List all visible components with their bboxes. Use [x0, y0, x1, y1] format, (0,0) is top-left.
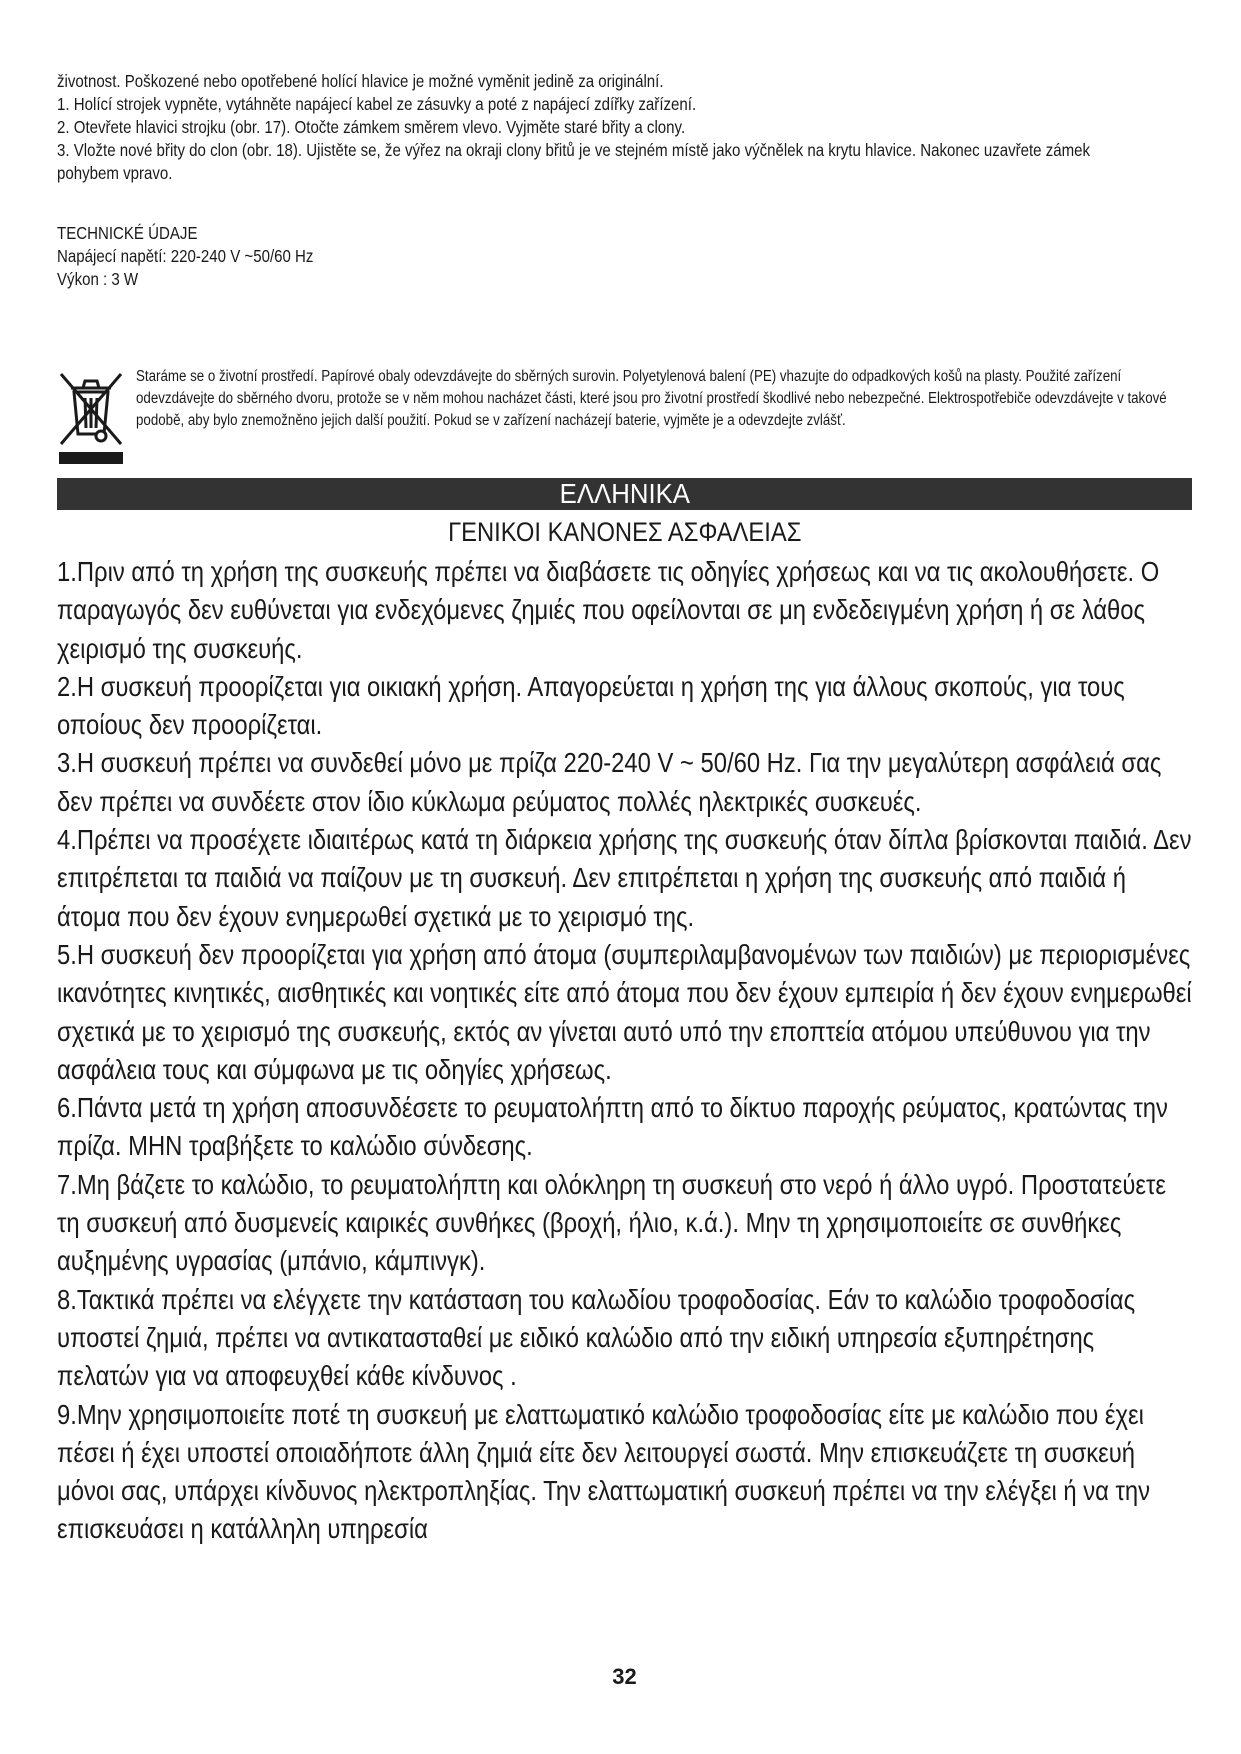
czech-paragraph: 3. Vložte nové břity do clon (obr. 18). Ujistěte se, že výřez na okraji clony břitů je ve stejném místě jako výčnělek na krytu hlavice. Nakonec uzavřete zámek pohybem vpravo. [57, 140, 1091, 183]
tech-heading: TECHNICKÉ ÚDAJE [57, 223, 198, 243]
section-title [57, 514, 1192, 550]
language-banner-label: ΕΛΛΗΝΙΚΑ [559, 478, 690, 509]
crossed-out-wheelie-bin-icon [57, 370, 125, 466]
safety-rules [57, 553, 1192, 1549]
rule-item: 1.Πριν από τη χρήση της συσκευής πρέπει να διαβάσετε τις οδηγίες χρήσεως και να τις ακολουθήσετε. Ο παραγωγός δεν ευθύνεται για ενδεχόμενες ζημιές που οφείλονται σε μη ενδεδειγμένη χρήση ή σε λάθος χειρισμό της συσκευής. [57, 556, 1160, 664]
environment-paragraph: Staráme se o životní prostředí. Papírové obaly odevzdávejte do sběrných surovin. Polyetylenová balení (PE) vhazujte do odpadkových košů na plasty. Použité zařízení odevzdávejte do sběrného dvoru, protože se v něm mohou nacházet části, které jsou pro životní prostředí škodlivé nebo nebezpečné. Elektrospotřebiče odevzdávejte v takové podobě, aby bylo znemožněno jejich další použití. Pokud se v zařízení nacházejí baterie, vyjměte je a odevzdejte zvlášť. [136, 368, 1167, 429]
rule-item: 2.Η συσκευή προορίζεται για οικιακή χρήση. Απαγορεύεται η χρήση της για άλλους σκοπούς, για τους οποίους δεν προορίζεται. [57, 670, 1125, 741]
czech-paragraph: 1. Holící strojek vypněte, vytáhněte napájecí kabel ze zásuvky a poté z napájecí zdířky zařízení. [57, 94, 697, 114]
technical-data [57, 222, 313, 291]
environment-notice [57, 366, 1192, 476]
language-banner [57, 478, 1192, 510]
rule-item: 5.Η συσκευή δεν προορίζεται για χρήση από άτομα (συμπεριλαμβανομένων των παιδιών) με περιορισμένες ικανότητες κινητικές, αισθητικές και νοητικές είτε από άτομα που δεν έχουν εμπειρία ή δεν έχουν ενημερωθεί σχετικά με το χειρισμό της συσκευής, εκτός αν γίνεται αυτό υπό την εποπτεία ατόμου υπεύθυνου για την ασφάλεια τους και σύμφωνα με τις οδηγίες χρήσεως. [57, 938, 1192, 1085]
section-title-text: ΓΕΝΙΚΟΙ ΚΑΝΟΝΕΣ ΑΣΦΑΛΕΙΑΣ [447, 517, 802, 547]
rule-item: 8.Τακτικά πρέπει να ελέγχετε την κατάσταση του καλωδίου τροφοδοσίας. Εάν το καλώδιο τροφοδοσίας υποστεί ζημιά, πρέπει να αντικατασταθεί με ειδικό καλώδιο από την ειδική υπηρεσία εξυπηρέτησης πελατών για να αποφευχθεί κάθε κίνδυνος . [57, 1283, 1136, 1392]
rule-item: 7.Μη βάζετε το καλώδιο, το ρευματολήπτη και ολόκληρη τη συσκευή στο νερό ή άλλο υγρό. Προστατεύετε τη συσκευή από δυσμενείς καιρικές συνθήκες (βροχή, ήλιο, κ.ά.). Μην τη χρησιμοποιείτε σε συνθήκες αυξημένης υγρασίας (μπάνιο, κάμπινγκ). [57, 1168, 1167, 1277]
page-number: 32 [612, 1664, 637, 1689]
rule-item: 6.Πάντα μετά τη χρήση αποσυνδέσετε το ρευματολήπτη από το δίκτυο παροχής ρεύματος, κρατώντας την πρίζα. ΜΗΝ τραβήξετε το καλώδιο σύνδεσης. [57, 1092, 1168, 1162]
czech-paragraph: 2. Otevřete hlavici strojku (obr. 17). Otočte zámkem směrem vlevo. Vyjměte staré břity a clony. [57, 117, 686, 137]
czech-maintenance-text [57, 70, 1192, 185]
rule-item: 4.Πρέπει να προσέχετε ιδιαιτέρως κατά τη διάρκεια χρήσης της συσκευής όταν δίπλα βρίσκονται παιδιά. Δεν επιτρέπεται τα παιδιά να παίζουν με τη συσκευή. Δεν επιτρέπεται η χρήση της συσκευής από παιδιά ή άτομα που δεν έχουν ενημερωθεί σχετικά με το χειρισμό της. [57, 824, 1192, 932]
tech-voltage: Napájecí napětí: 220-240 V ~50/60 Hz [57, 246, 314, 266]
tech-power: Výkon : 3 W [57, 269, 139, 289]
environment-text [136, 366, 1194, 432]
rule-item: 9.Μην χρησιμοποιείτε ποτέ τη συσκευή με ελαττωματικό καλώδιο τροφοδοσίας είτε με καλώδιο που έχει πέσει ή έχει υποστεί οποιαδήποτε άλλη ζημιά είτε δεν λειτουργεί σωστά. Μην επισκευάζετε τη συσκευή μόνοι σας, υπάρχει κίνδυνος ηλεκτροπληξίας. Την ελαττωματική συσκευή πρέπει να την ελέγξει ή να την επισκευάσει η κατάλληλη υπηρεσία [57, 1398, 1151, 1545]
czech-paragraph: životnost. Poškozené nebo opotřebené holící hlavice je možné vyměnit jedině za originální. [57, 71, 664, 91]
rule-item: 3.Η συσκευή πρέπει να συνδεθεί μόνο με πρίζα 220-240 V ~ 50/60 Hz. Για την μεγαλύτερη ασφάλειά σας δεν πρέπει να συνδέετε στον ίδιο κύκλωμα ρεύματος πολλές ηλεκτρικές συσκευές. [57, 747, 1162, 817]
